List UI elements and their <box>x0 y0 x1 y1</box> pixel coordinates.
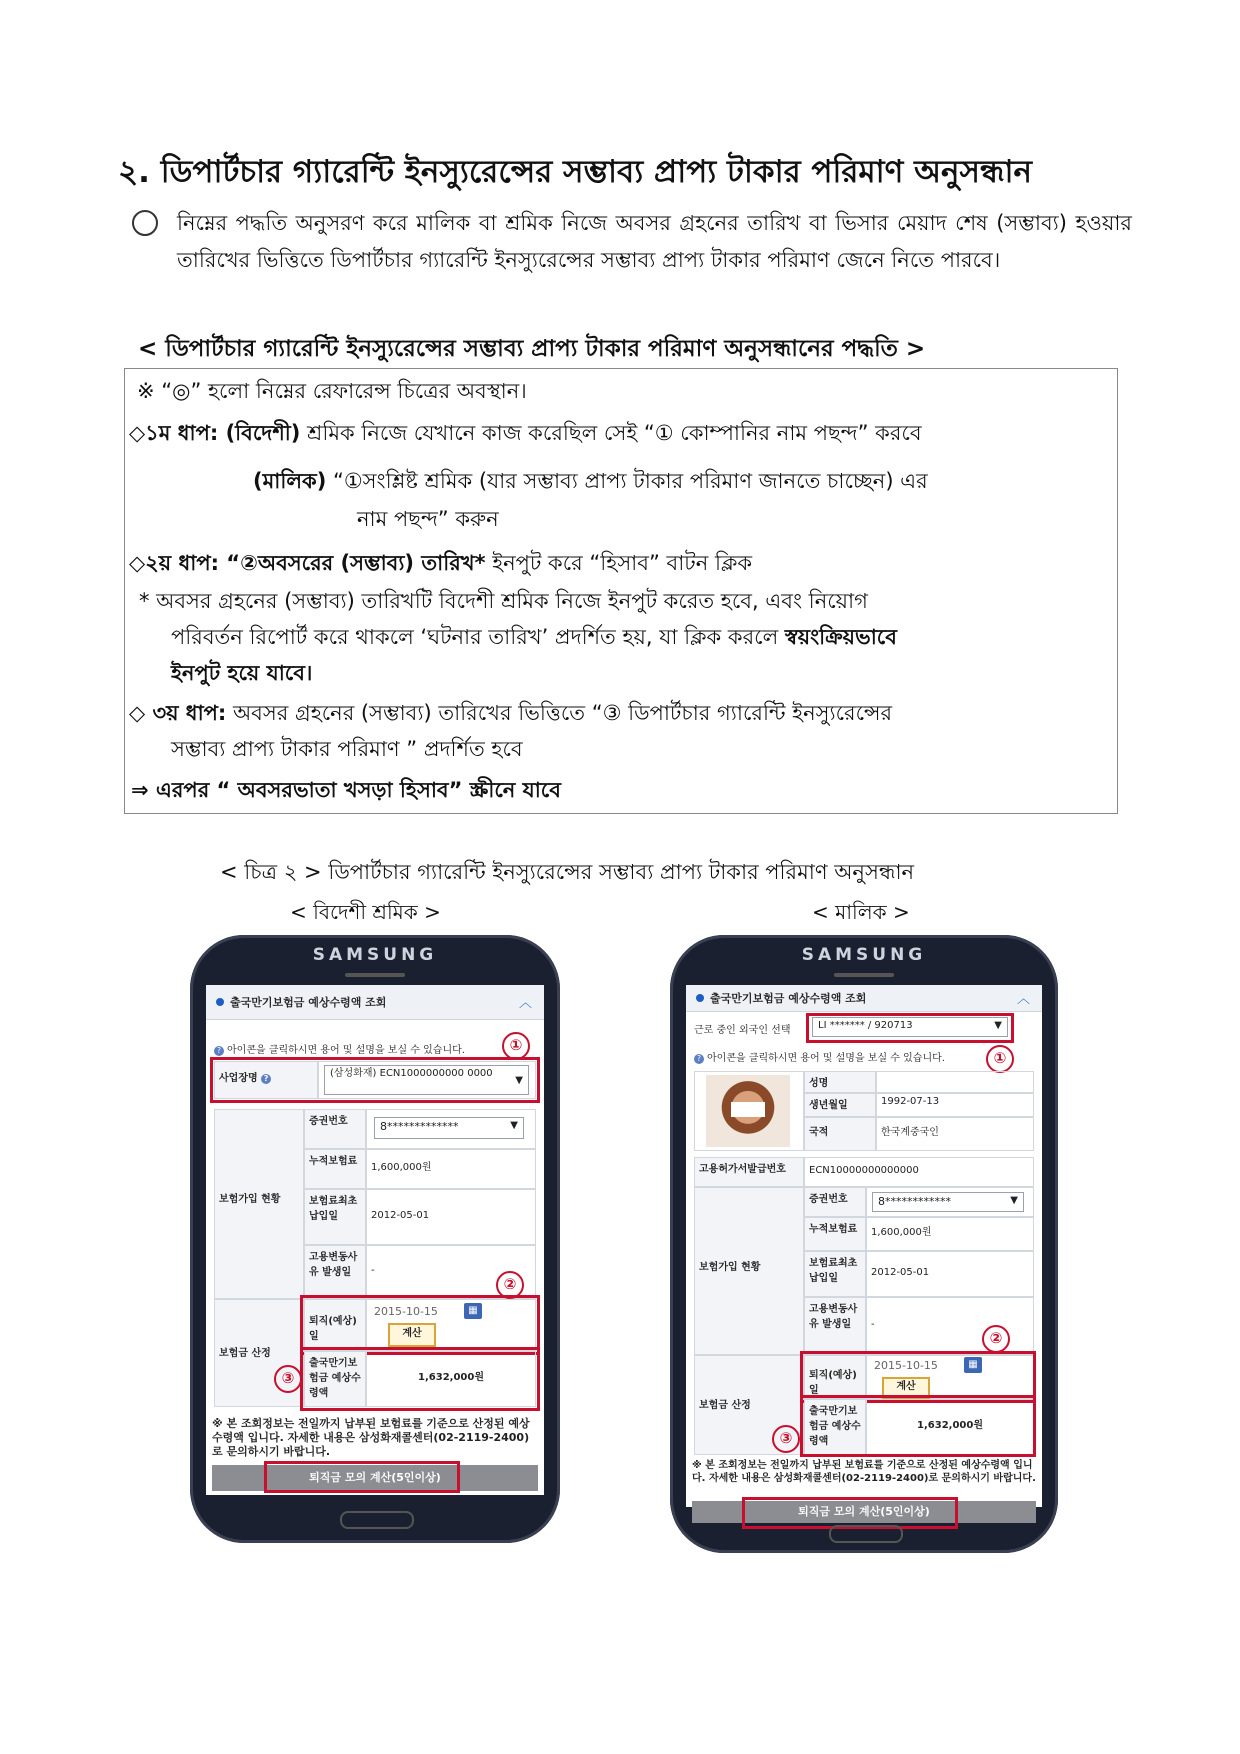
retire-date-value[interactable]: 2015-10-15 <box>874 1359 938 1372</box>
worker-photo <box>706 1075 790 1147</box>
highlight-3 <box>300 1347 540 1411</box>
help-icon: ? <box>214 1046 224 1056</box>
status-group-cell <box>694 1187 804 1355</box>
calendar-icon[interactable]: ▦ <box>464 1303 482 1319</box>
owner-label-figure: < মালিক > <box>812 900 910 924</box>
home-button[interactable] <box>340 1511 414 1529</box>
step1-label: ◇১ম ধাপ: (বিদেশী) <box>129 421 301 445</box>
icon-note <box>214 1041 465 1056</box>
step3 <box>129 697 892 732</box>
row-amount-label: 출국만기보험금 예상수령액 <box>304 1351 366 1407</box>
policy-select-value: 8************* <box>380 1120 459 1133</box>
calculate-button[interactable]: 계산 <box>388 1323 436 1347</box>
highlight-bottom <box>264 1461 460 1493</box>
row-premium-value: 1,600,000원 <box>866 1217 1034 1251</box>
icon-note-text: 아이콘을 클릭하시면 용어 및 설명을 보실 수 있습니다. <box>227 1045 465 1056</box>
nation-label: 국적 <box>804 1117 876 1151</box>
intro-paragraph <box>132 205 1132 279</box>
section-heading: ২. ডিপার্টচার গ্যারেন্টি ইনস্যুরেন্সের সম্ভাব্য প্রাপ্য টাকার পরিমাণ অনুসন্ধান <box>118 154 1032 190</box>
note-line-2-text: পরিবর্তন রিপোর্ট করে থাকলে ‘ঘটনার তারিখ’ প্রদর্শিত হয়, যা ক্লিক করলে <box>171 625 785 649</box>
instruction-box <box>124 368 1118 814</box>
highlight-1 <box>806 1013 1014 1043</box>
owner-text: “①সংশ্লিষ্ট শ্রমিক (যার সম্ভাব্য প্রাপ্য টাকার পরিমাণ জানতে চাচ্ছেন) এর <box>326 469 928 493</box>
owner-phone <box>670 935 1058 1553</box>
retirement-sim-button[interactable]: 퇴직금 모의 계산(5인이상) <box>692 1501 1036 1523</box>
screen-title: 출국만기보험금 예상수령액 조회 <box>230 996 387 1009</box>
row-retire-label: 퇴직(예상)일 <box>804 1355 866 1399</box>
icon-note <box>694 1049 945 1064</box>
help-icon: ? <box>694 1054 704 1064</box>
row-change-value: - <box>866 1297 1034 1355</box>
dropdown-arrow-icon: ▼ <box>1010 1195 1018 1206</box>
owner-screen <box>686 985 1042 1518</box>
birth-label: 생년월일 <box>804 1093 876 1117</box>
highlight-3 <box>800 1395 1036 1457</box>
worker-select-value: LI ******* / 920713 <box>818 1020 913 1031</box>
dropdown-arrow-icon: ▼ <box>510 1120 518 1131</box>
row-first-paid-value: 2012-05-01 <box>866 1251 1034 1297</box>
marker-3: ③ <box>772 1425 800 1453</box>
row-premium-label: 누적보험료 <box>304 1149 366 1189</box>
worker-label: < বিদেশী শ্রমিক > <box>290 900 441 924</box>
row-premium-value: 1,600,000원 <box>366 1149 536 1189</box>
phone-brand: SAMSUNG <box>801 945 927 965</box>
note-line-2 <box>171 621 897 656</box>
retirement-sim-button[interactable]: 퇴직금 모의 계산(5인이상) <box>212 1465 538 1491</box>
reference-note: ※ “◎” হলো নিম্নের রেফারেন্স চিত্রের অবস্থান। <box>137 379 527 403</box>
step3-text: অবসর গ্রহনের (সম্ভাব্য) তারিখের ভিত্তিতে “③ ডিপার্টচার গ্যারেন্টি ইনস্যুরেন্সের <box>226 701 893 725</box>
home-button[interactable] <box>829 1525 903 1543</box>
row-retire-label: 퇴직(예상)일 <box>304 1299 366 1351</box>
phone-brand: SAMSUNG <box>312 945 438 965</box>
company-select-value: (삼성화재) ECN1000000000 0000 <box>330 1068 493 1079</box>
disclaimer: ※ 본 조회정보는 전일까지 납부된 보험료를 기준으로 산정된 예상수령액 입니다. 자세한 내용은 삼성화재콜센터(02-2119-2400)로 문의하시기 바랍니다. <box>212 1417 530 1458</box>
step2 <box>129 547 752 582</box>
marker-1: ① <box>986 1045 1014 1073</box>
note-line-1: * অবসর গ্রহনের (সম্ভাব্য) তারিখটি বিদেশী শ্রমিক নিজে ইনপুট করেত হবে, এবং নিয়োগ <box>139 589 868 613</box>
disclaimer: ※ 본 조회정보는 전일까지 납부된 보험료를 기준으로 산정된 예상수령액 입니다. 자세한 내용은 삼성화재콜센터(02-2119-2400)로 문의하시기 바랍니다. <box>692 1460 1036 1484</box>
collapse-chevron-icon[interactable]: ︿ <box>1016 992 1030 1007</box>
owner-text-2: নাম পছন্দ” করুন <box>357 507 499 531</box>
policy-select[interactable] <box>872 1192 1024 1212</box>
dropdown-arrow-icon: ▼ <box>515 1075 523 1086</box>
row-first-paid-value: 2012-05-01 <box>366 1189 536 1245</box>
row-amount-value: 1,632,000원 <box>866 1399 1034 1455</box>
worker-screen <box>206 985 544 1495</box>
calc-group-label: 보험금 산정 <box>219 1348 271 1359</box>
row-change-label: 고용변동사유 발생일 <box>804 1297 866 1355</box>
row-policy-label: 증권번호 <box>304 1109 366 1149</box>
figure-caption: < চিত্র ২ > ডিপার্টচার গ্যারেন্টি ইনস্যুরেন্সের সম্ভাব্য প্রাপ্য টাকার পরিমাণ অনুসন্ধান <box>220 860 915 884</box>
marker-2: ② <box>496 1271 524 1299</box>
company-label: 사업장명 <box>219 1073 258 1084</box>
help-icon[interactable]: ? <box>261 1074 271 1084</box>
photo-blur <box>731 1102 765 1116</box>
permit-label: 고용허가서발급번호 <box>694 1157 804 1187</box>
step3-text-2: সম্ভাব্য প্রাপ্য টাকার পরিমাণ ” প্রদর্শিত হবে <box>171 737 523 761</box>
worker-phone <box>190 935 560 1543</box>
step3-label: ◇ ৩য় ধাপ: <box>129 701 227 725</box>
title-dot-icon <box>216 998 224 1006</box>
final-note: ⇒ এরপর “ অবসরভাতা খসড়া হিসাব” স্ক্রীনে যাবে <box>131 778 561 802</box>
row-policy-label: 증권번호 <box>804 1187 866 1217</box>
name-value <box>876 1071 1034 1093</box>
marker-3: ③ <box>274 1365 302 1393</box>
note-line-3: ইনপুট হয়ে যাবে। <box>171 661 313 685</box>
permit-value: ECN10000000000000 <box>804 1157 1034 1187</box>
name-label: 성명 <box>804 1071 876 1093</box>
screen-header <box>686 985 1042 1012</box>
highlight-1 <box>210 1057 540 1103</box>
highlight-2 <box>300 1295 540 1355</box>
birth-value: 1992-07-13 <box>876 1093 1034 1117</box>
policy-select-value: 8************ <box>878 1195 951 1208</box>
marker-1: ① <box>502 1032 530 1060</box>
step2-bold: “②অবসরের (সম্ভাব্য) তারিখ* <box>219 551 486 575</box>
row-first-paid-label: 보험료최초 납입일 <box>304 1189 366 1245</box>
screen-title: 출국만기보험금 예상수령액 조회 <box>710 992 867 1005</box>
earpiece <box>834 973 894 977</box>
screen-header <box>206 985 544 1020</box>
status-group-label: 보험가입 현황 <box>219 1194 281 1205</box>
earpiece <box>345 973 405 977</box>
step1 <box>129 417 922 452</box>
collapse-chevron-icon[interactable]: ︿ <box>518 996 532 1011</box>
row-change-label: 고용변동사유 발생일 <box>304 1245 366 1299</box>
worker-select-label: 근로 중인 외국인 선택 <box>694 1025 791 1036</box>
policy-select[interactable] <box>374 1117 524 1139</box>
circle-bullet-icon <box>132 210 158 236</box>
intro-text: নিম্নের পদ্ধতি অনুসরণ করে মালিক বা শ্রমিক নিজে অবসর গ্রহনের তারিখ বা ভিসার মেয়াদ শেষ (সম্ভাব্য) হওয়ার তারিখের ভিত্তিতে ডিপার্টচার গ্যারেন্টি ইনস্যুরেন্সের সম্ভাব্য প্রাপ্য টাকার পরিমাণ জেনে নিতে পারবে। <box>177 211 1132 272</box>
calendar-icon[interactable]: ▦ <box>964 1357 982 1373</box>
row-premium-label: 누적보험료 <box>804 1217 866 1251</box>
method-subheading: < ডিপার্টচার গ্যারেন্টি ইনস্যুরেন্সের সম্ভাব্য প্রাপ্য টাকার পরিমাণ অনুসন্ধানের পদ্ধতি > <box>138 336 926 362</box>
status-group-label: 보험가입 현황 <box>699 1262 761 1273</box>
status-group-cell <box>214 1109 304 1299</box>
row-change-value: - <box>366 1245 536 1299</box>
owner-label: (মালিক) <box>253 469 327 493</box>
step1-owner <box>253 465 928 500</box>
marker-2: ② <box>982 1325 1010 1353</box>
title-dot-icon <box>696 994 704 1002</box>
calc-group-label: 보험금 산정 <box>699 1400 751 1411</box>
icon-note-text: 아이콘을 클릭하시면 용어 및 설명을 보실 수 있습니다. <box>707 1053 945 1064</box>
step2-label: ◇২য় ধাপ: <box>129 551 219 575</box>
calculate-button[interactable]: 계산 <box>882 1377 930 1399</box>
dropdown-arrow-icon: ▼ <box>994 1020 1002 1031</box>
nation-value: 한국계중국인 <box>876 1117 1034 1151</box>
note-line-2-bold: স্বয়ংক্রিয়ভাবে <box>784 625 897 649</box>
row-amount-label: 출국만기보험금 예상수령액 <box>804 1399 866 1455</box>
row-first-paid-label: 보험료최초 납입일 <box>804 1251 866 1297</box>
step1-text: শ্রমিক নিজে যেখানে কাজ করেছিল সেই “① কোম্পানির নাম পছন্দ” করবে <box>300 421 922 445</box>
retire-date-value[interactable]: 2015-10-15 <box>374 1305 438 1318</box>
step2-text: ইনপুট করে “হিসাব” বাটন ক্লিক <box>485 551 753 575</box>
row-amount-value: 1,632,000원 <box>366 1351 536 1407</box>
